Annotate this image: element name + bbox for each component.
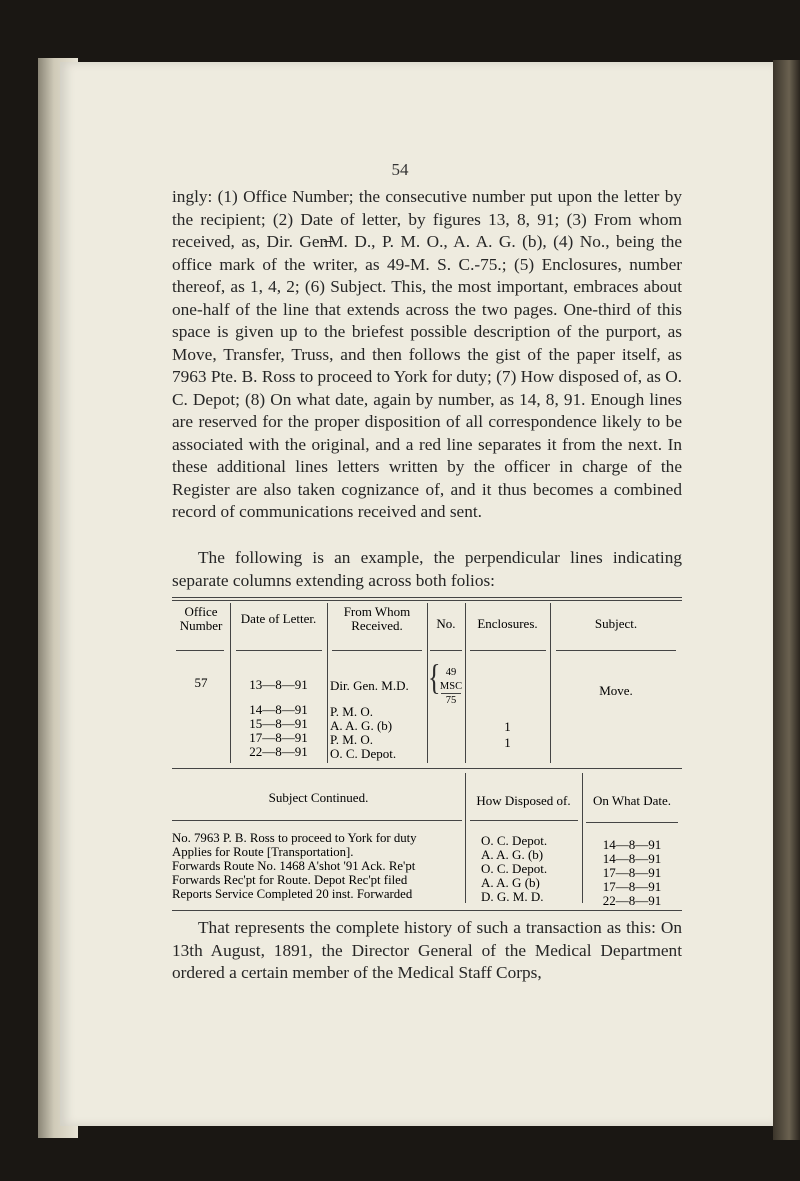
header-enclosures: Enclosures. bbox=[477, 616, 538, 631]
table1-top-rule bbox=[172, 597, 682, 598]
date-row: 17—8—91 bbox=[249, 730, 308, 745]
from-whom-row: P. M. O. bbox=[330, 732, 373, 747]
paragraph-1-text: ingly: (1) Office Number; the consecutive number put upon the letter by the recipient; (2) Date of letter, by figures 13, 8, 91; (3) From whom received, as, Dir. Gen̶M. D., P. M. O., A. A. G. (b), (4) No., being the office mark of the writer, as 49-M. S. C.-75.; (5) Enclosures, number thereof, as 1, 4, 2; (6) Subject. This, the most important, embraces about one-half of the line that extends across the two pages. One-third of this space is given up to the briefest possible description of the purport, as Move, Transfer, Truss, and then follows the gist of the paper itself, as 7963 Pte. B. Ross to proceed to York for duty; (7) How disposed of, as O. C. Depot; (8) On what date, again by number, as 14, 8, 91. Enough lines are reserved for the proper disposition of all correspondence likely to be associated with the original, and a red line separates it from the next. In these additional lines letters written by the officer in charge of the Register are also taken cognizance of, and it thus becomes a combined record of communications received and sent. bbox=[172, 187, 682, 521]
header-office-number: Office Number bbox=[179, 604, 223, 633]
table1-bottom-rule bbox=[172, 768, 682, 769]
header-on-what-date: On What Date. bbox=[592, 793, 672, 808]
enclosures-row: 1 bbox=[504, 719, 511, 734]
disposed-row: D. G. M. D. bbox=[481, 889, 544, 904]
no-value-mid: MSC bbox=[439, 681, 463, 692]
date-row: 15—8—91 bbox=[249, 716, 308, 731]
brace-icon: { bbox=[428, 657, 441, 698]
table1-header-rule bbox=[176, 650, 224, 651]
from-whom-row: P. M. O. bbox=[330, 704, 373, 719]
subject-value: Move. bbox=[599, 683, 633, 698]
subject-continued-row: Forwards Route No. 1468 A'shot '91 Ack. Re'pt bbox=[172, 859, 416, 873]
no-value-bottom: 75 bbox=[445, 695, 457, 706]
disposed-row: O. C. Depot. bbox=[481, 833, 548, 848]
date-row-2: 14—8—91 bbox=[602, 851, 662, 866]
table2-header-rule bbox=[586, 822, 678, 823]
table2-bottom-rule bbox=[172, 910, 682, 911]
header-date-of-letter: Date of Letter. bbox=[240, 611, 317, 626]
page-number: 54 bbox=[391, 160, 409, 179]
from-whom-row: O. C. Depot. bbox=[330, 746, 397, 761]
header-subject: Subject. bbox=[594, 616, 638, 631]
header-no: No. bbox=[436, 616, 456, 631]
date-row-2: 14—8—91 bbox=[602, 837, 662, 852]
table2-header-rule bbox=[470, 820, 578, 821]
date-row-2: 17—8—91 bbox=[602, 879, 662, 894]
body-paragraph-2 bbox=[172, 547, 682, 592]
date-row: 14—8—91 bbox=[249, 702, 308, 717]
subject-continued-row: Applies for Route [Transportation]. bbox=[172, 845, 354, 859]
header-how-disposed: How Disposed of. bbox=[476, 793, 571, 808]
paragraph-2-text: The following is an example, the perpendicular lines indicating separate columns extending across both folios: bbox=[172, 548, 682, 590]
table1-header-rule bbox=[556, 650, 676, 651]
office-number-value: 57 bbox=[194, 675, 208, 690]
date-row: 22—8—91 bbox=[249, 744, 308, 759]
date-row: 13—8—91 bbox=[249, 677, 308, 692]
table1-header-rule bbox=[470, 650, 546, 651]
header-from-whom: From Whom Received. bbox=[343, 604, 411, 633]
subject-continued-row: Reports Service Completed 20 inst. Forwarded bbox=[172, 887, 413, 901]
table1-top-rule-2 bbox=[172, 600, 682, 601]
from-whom-row: A. A. G. (b) bbox=[330, 718, 393, 733]
disposed-row: A. A. G (b) bbox=[481, 875, 540, 890]
table1-header-rule bbox=[236, 650, 322, 651]
no-value-top: 49 bbox=[445, 667, 457, 678]
enclosures-row: 1 bbox=[504, 735, 511, 750]
book-binding-right bbox=[773, 60, 800, 1140]
subject-continued-row: No. 7963 P. B. Ross to proceed to York for duty bbox=[172, 831, 417, 845]
header-subject-continued: Subject Continued. bbox=[268, 790, 369, 805]
body-paragraph-1 bbox=[172, 186, 682, 524]
paragraph-3-text: That represents the complete history of such a transaction as this: On 13th August, 1891, the Director General of the Medical Department ordered a certain member of the Medical Staff Corps, bbox=[172, 918, 682, 982]
disposed-row: O. C. Depot. bbox=[481, 861, 548, 876]
date-row-2: 17—8—91 bbox=[602, 865, 662, 880]
table1-header-rule bbox=[332, 650, 422, 651]
disposed-row: A. A. G. (b) bbox=[481, 847, 544, 862]
body-paragraph-3 bbox=[172, 917, 682, 985]
table2-header-rule bbox=[172, 820, 462, 821]
date-row-2: 22—8—91 bbox=[602, 893, 662, 908]
table1-header-rule bbox=[430, 650, 462, 651]
from-whom-row: Dir. Gen. M.D. bbox=[330, 678, 409, 693]
subject-continued-row: Forwards Rec'pt for Route. Depot Rec'pt filed bbox=[172, 873, 408, 887]
